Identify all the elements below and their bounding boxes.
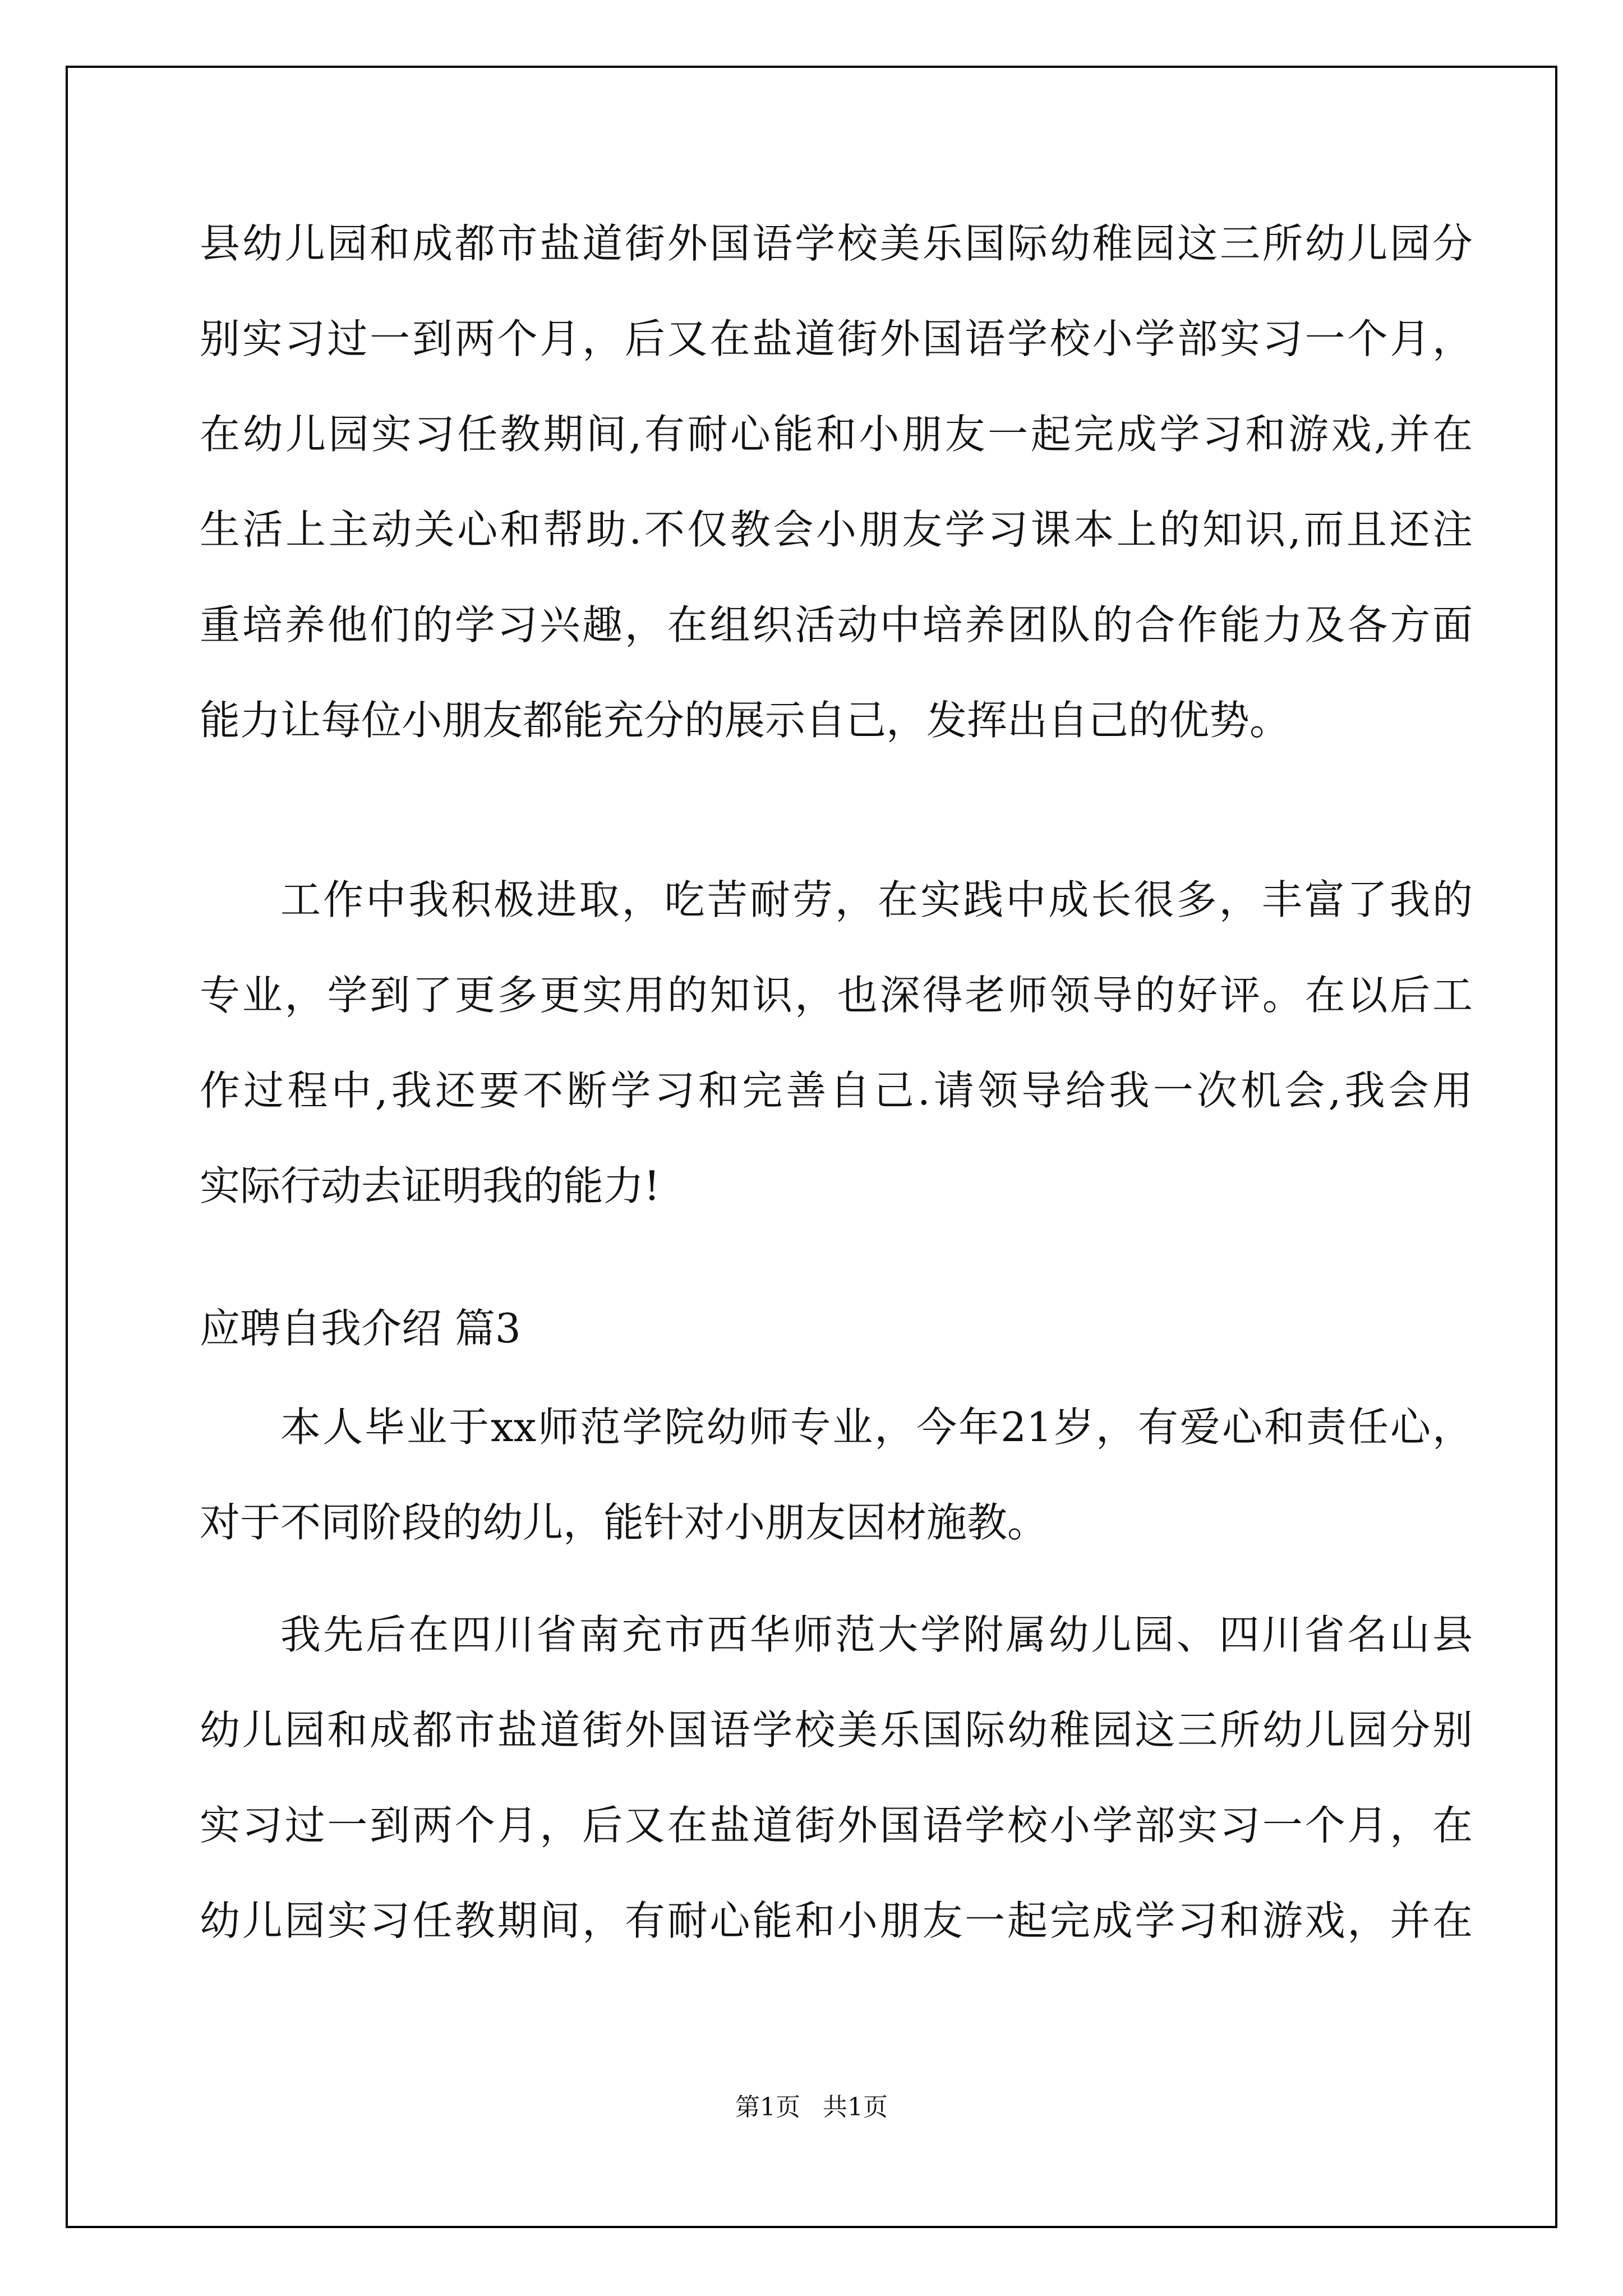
- text-line: 幼儿园和成都市盐道街外国语学校美乐国际幼稚园这三所幼儿园分别: [200, 1706, 1473, 1754]
- text-line: 别实习过一到两个月，后又在盐道街外国语学校小学部实习一个月，: [200, 315, 1473, 362]
- text-line: 实习过一到两个月，后又在盐道街外国语学校小学部实习一个月，在: [200, 1802, 1473, 1849]
- text-line: 能力让每位小朋友都能充分的展示自己，发挥出自己的优势。: [200, 697, 1290, 744]
- section-heading: 应聘自我介绍 篇3: [200, 1305, 521, 1352]
- text-line: 本人毕业于xx师范学院幼师专业，今年21岁，有爱心和责任心，: [280, 1404, 1473, 1451]
- text-line: 在幼儿园实习任教期间,有耐心能和小朋友一起完成学习和游戏,并在: [200, 411, 1473, 458]
- page-total: 共1页: [823, 2093, 888, 2122]
- text-line: 实际行动去证明我的能力!: [200, 1162, 660, 1209]
- text-line: 专业，学到了更多更实用的知识，也深得老师领导的好评。在以后工: [200, 972, 1473, 1019]
- text-line: 县幼儿园和成都市盐道街外国语学校美乐国际幼稚园这三所幼儿园分: [200, 220, 1473, 267]
- text-line: 生活上主动关心和帮助.不仅教会小朋友学习课本上的知识,而且还注: [200, 506, 1473, 553]
- text-line: 重培养他们的学习兴趣，在组织活动中培养团队的合作能力及各方面: [200, 601, 1473, 648]
- text-line: 我先后在四川省南充市西华师范大学附属幼儿园、四川省名山县: [280, 1611, 1473, 1658]
- text-line: 幼儿园实习任教期间，有耐心能和小朋友一起完成学习和游戏，并在: [200, 1897, 1473, 1944]
- text-line: 作过程中,我还要不断学习和完善自己.请领导给我一次机会,我会用: [200, 1067, 1473, 1114]
- text-line: 对于不同阶段的幼儿，能针对小朋友因材施教。: [200, 1499, 1048, 1546]
- text-line: 工作中我积极进取，吃苦耐劳，在实践中成长很多，丰富了我的: [280, 876, 1473, 923]
- page-number: 第1页: [735, 2093, 800, 2122]
- page-footer: [0, 2087, 1623, 2123]
